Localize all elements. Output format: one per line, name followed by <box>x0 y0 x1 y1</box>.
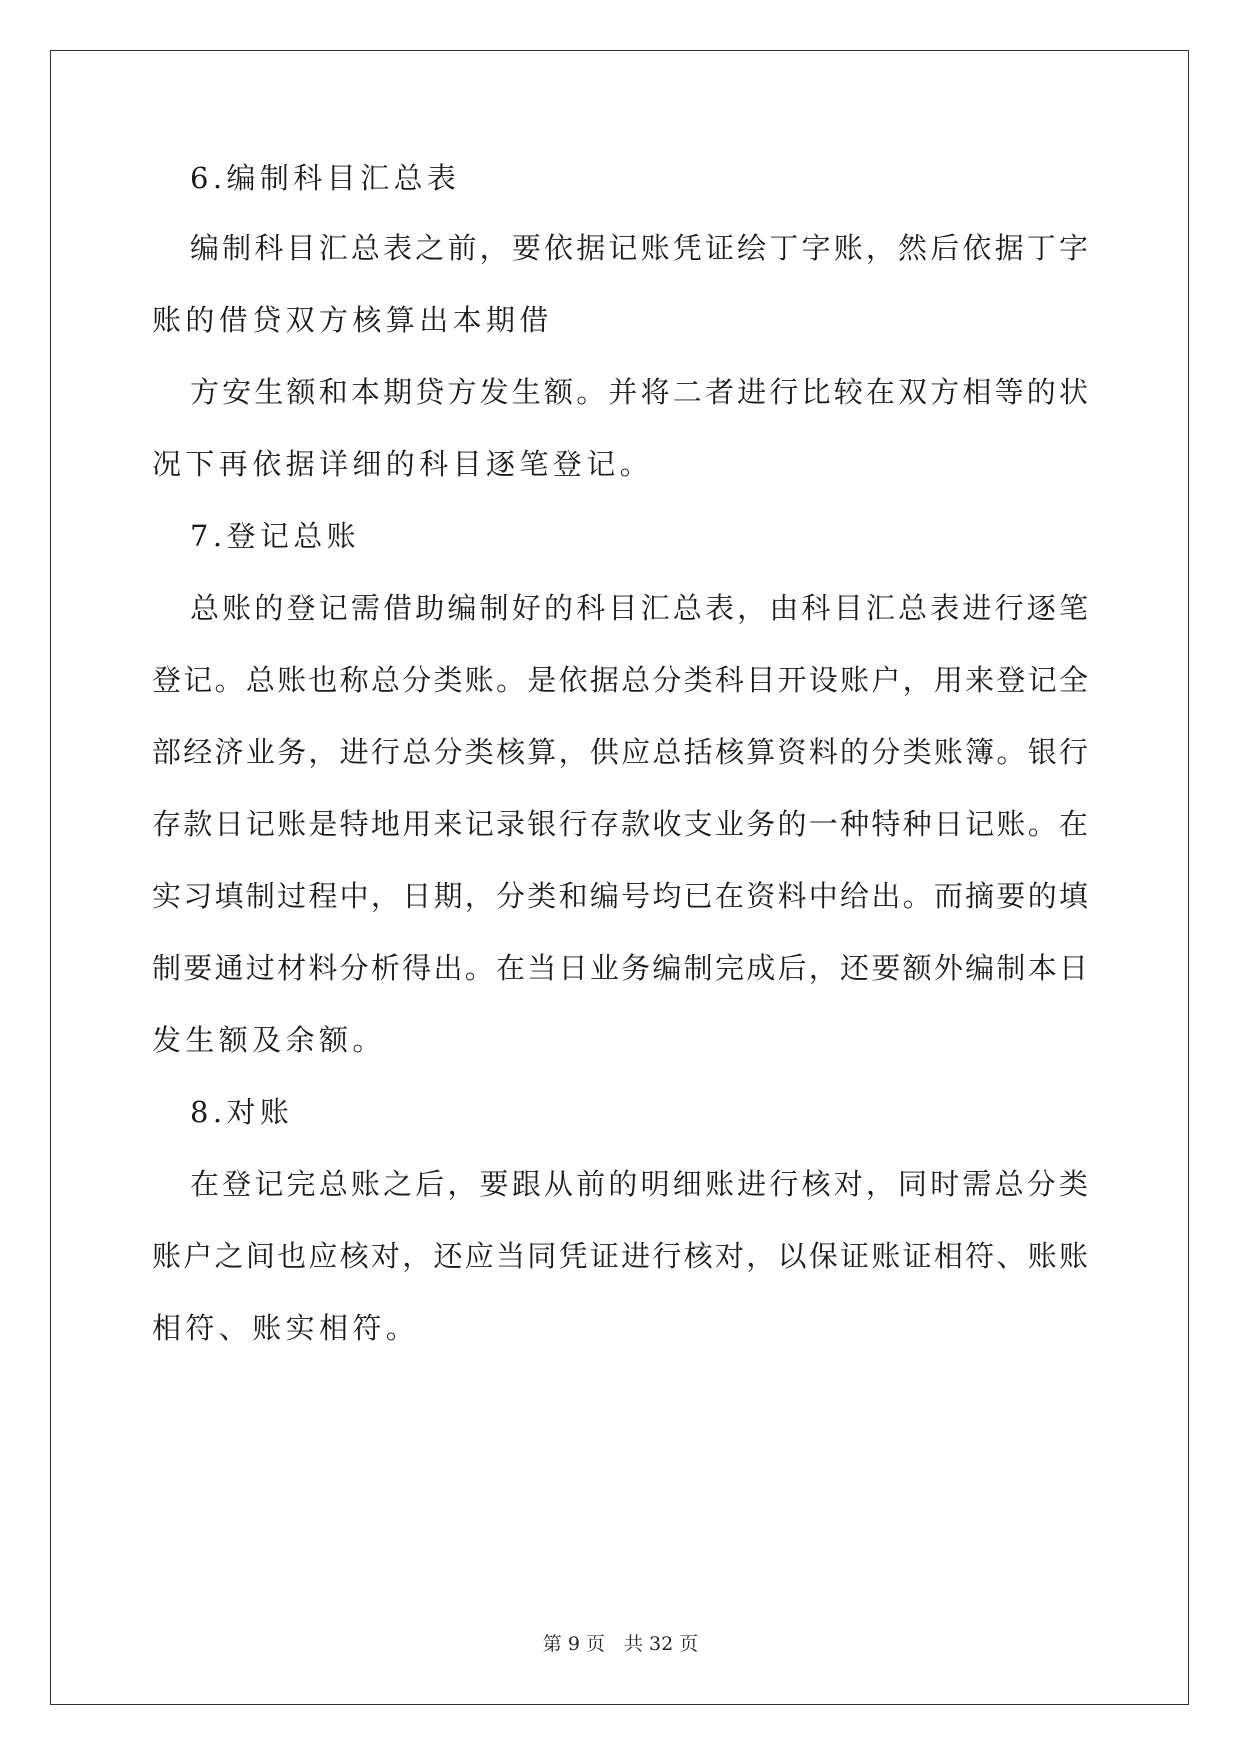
paragraph-line: 登记。总账也称总分类账。是依据总分类科目开设账户，用来登记全 <box>152 663 1088 697</box>
paragraph-line: 发生额及余额。 <box>152 1023 386 1057</box>
paragraph-line: 部经济业务，进行总分类核算，供应总括核算资料的分类账簿。银行 <box>152 735 1088 769</box>
paragraph-line: 编制科目汇总表之前，要依据记账凭证绘丁字账，然后依据丁字 <box>190 231 1088 265</box>
paragraph-line: 账户之间也应核对，还应当同凭证进行核对，以保证账证相符、账账 <box>152 1239 1088 1273</box>
paragraph-line: 相符、账实相符。 <box>152 1311 420 1345</box>
paragraph-line: 总账的登记需借助编制好的科目汇总表，由科目汇总表进行逐笔 <box>190 591 1088 625</box>
paragraph-line: 存款日记账是特地用来记录银行存款收支业务的一种特种日记账。在 <box>152 807 1088 841</box>
paragraph-line: 况下再依据详细的科目逐笔登记。 <box>152 447 654 481</box>
paragraph-line: 实习填制过程中，日期，分类和编号均已在资料中给出。而摘要的填 <box>152 879 1088 913</box>
paragraph-line: 方安生额和本期贷方发生额。并将二者进行比较在双方相等的状 <box>190 375 1088 409</box>
paragraph-line: 账的借贷双方核算出本期借 <box>152 303 553 337</box>
page-number-footer: 第 9 页 共 32 页 <box>542 1633 699 1655</box>
paragraph-line: 制要通过材料分析得出。在当日业务编制完成后，还要额外编制本日 <box>152 951 1088 985</box>
page-border <box>50 50 1189 1705</box>
section-heading-7: 7.登记总账 <box>190 519 361 553</box>
section-heading-8: 8.对账 <box>190 1095 294 1129</box>
paragraph-line: 在登记完总账之后，要跟从前的明细账进行核对，同时需总分类 <box>190 1167 1088 1201</box>
section-heading-6: 6.编制科目汇总表 <box>190 161 461 195</box>
